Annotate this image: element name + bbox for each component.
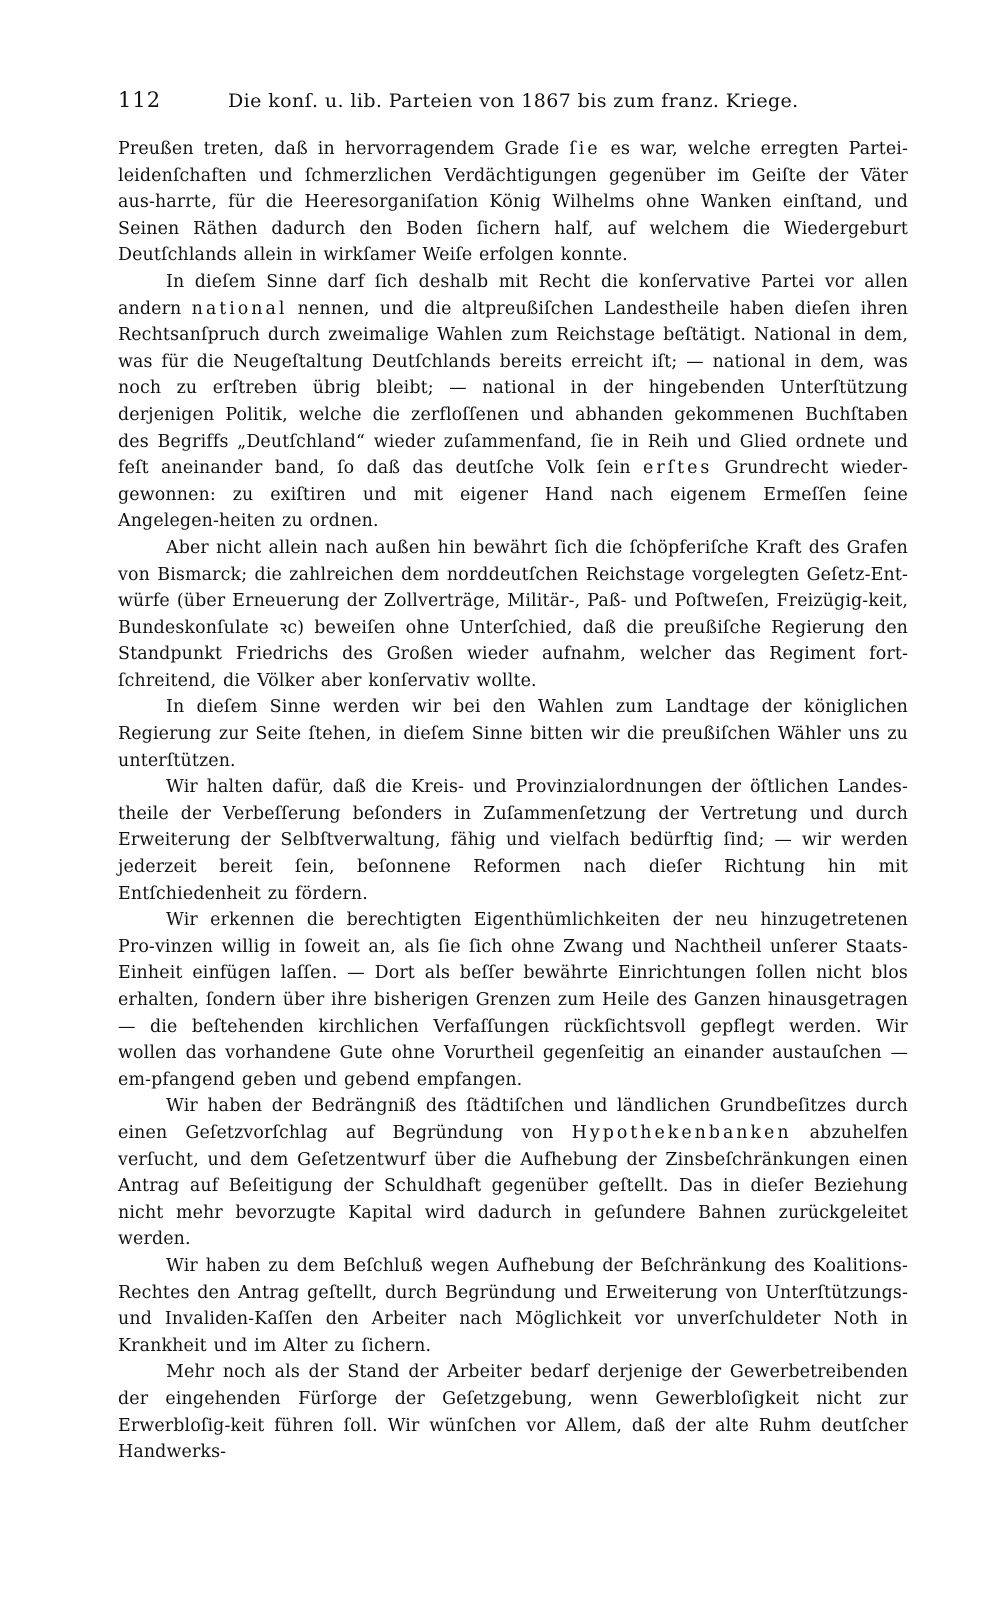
paragraph [118,136,908,269]
paragraph [118,907,908,1093]
paragraph [118,269,908,535]
paragraph-text: In dieſem Sinne werden wir bei den Wahlen zum Landtage der königlichen Regierung zur Seite ſtehen, in dieſem Sinne bitten wir die preußiſchen Wähler uns zu unterſtützen. [118,697,908,771]
paragraph-text: es war, welche erregten Partei-leidenſchaften und ſchmerzlichen Verdächtigungen gegenüber im Geiſte der Väter aus-harrte, für die Heeresorganiſation König Wilhelms ohne Wanken einſtand, und Seinen Räthen dadurch den Boden ſichern half, auf welchem die Wiedergeburt Deutſchlands allein in wirkſamer Weiſe erfolgen konnte. [118,139,909,266]
body-text [118,136,908,1466]
paragraph-text: nennen, und die altpreußiſchen Landestheile haben dieſen ihren Rechtsanſpruch durch zweimalige Wahlen zum Reichstage beſtätigt. National in dem, was für die Neugeſtaltung Deutſchlands bereits erreicht iſt; — national in dem, was noch zu erſtreben übrig bleibt; — national in der hingebenden Unterſtützung derjenigen Politik, welche die zerfloſſenen und abhanden gekommenen Buchſtaben des Begriffs „Deutſchland“ wieder zuſammenfand, ſie in Reih und Glied ordnete und feſt aneinander band, ſo daß das deutſche Volk ſein [118,298,908,479]
spaced-emphasis-text: national [191,298,288,319]
paragraph [118,1359,908,1465]
paragraph [118,1253,908,1359]
paragraph-text: Preußen treten, daß in hervorragendem Grade [118,139,570,159]
running-head [118,88,908,122]
document-page [118,88,908,1466]
spaced-emphasis-text: Hypothekenbanken [571,1122,792,1143]
paragraph-text: Mehr noch als der Stand der Arbeiter bedarf derjenige der Gewerbetreibenden der eingehenden Fürſorge der Geſetzgebung, wenn Gewerbloſigkeit nicht zur Erwerbloſig-keit führen ſoll. Wir wünſchen vor Allem, daß der alte Ruhm deutſcher Handwerks- [118,1362,908,1463]
page-number: 112 [118,88,162,112]
paragraph-text: In dieſem Sinne darf ſich deshalb mit Recht die konſervative Partei vor allen andern [118,271,908,319]
running-head-title: Die konſ. u. lib. Parteien von 1867 bis zum franz. Kriege. [228,90,799,112]
paragraph-text: Wir erkennen die berechtigten Eigenthümlichkeiten der neu hinzugetretenen Pro-vinzen willig in ſoweit an, als ſie ſich ohne Zwang und Nachtheil unſerer Staats-Einheit einfügen laſſen. — Dort als beſſer bewährte Einrichtungen ſollen nicht blos erhalten, ſondern über ihre bisherigen Grenzen zum Heile des Ganzen hinausgetragen — die beſtehenden kirchlichen Verfaſſungen rückſichtsvoll gepflegt werden. Wir wollen das vorhandene Gute ohne Vorurtheil gegenſeitig an einander austauſchen — em-pfangend geben und gebend empfangen. [118,910,908,1090]
paragraph-text: Wir haben zu dem Beſchluß wegen Aufhebung der Beſchränkung des Koalitions-Rechtes den Antrag geſtellt, durch Begründung und Erweiterung von Unterſtützungs- und Invaliden-Kaſſen den Arbeiter nach Möglichkeit vor unverſchuldeter Noth in Krankheit und im Alter zu ſichern. [118,1255,908,1356]
paragraph-text: Grundrecht wieder-gewonnen: zu exiſtiren und mit eigener Hand nach eigenem Ermeſſen ſeine Angelegen-heiten zu ordnen. [118,458,909,532]
paragraph [118,774,908,907]
spaced-emphasis-text: ſie [569,139,601,159]
spaced-emphasis-text: erſtes [643,458,713,479]
paragraph-text: Aber nicht allein nach außen hin bewährt ſich die ſchöpferiſche Kraft des Grafen von Bismarck; die zahlreichen dem norddeutſchen Reichstage vorgelegten Geſetz-Ent-würfe (über Erneuerung der Zollverträge, Militär-, Paß- und Poſtweſen, Freizügig-keit, Bundeskonſulate ꝛc) beweiſen ohne Unterſchied, daß die preußiſche Regierung den Standpunkt Friedrichs des Großen wieder aufnahm, welcher das Regiment fort-ſchreitend, die Völker aber konſervativ wollte. [118,537,908,691]
paragraph-text: Wir halten dafür, daß die Kreis- und Provinzialordnungen der öſtlichen Landes-theile der Verbeſſerung beſonders in Zuſammenſetzung der Vertretung und durch Erweiterung der Selbſtverwaltung, fähig und vielfach bedürftig ſind; — wir werden jederzeit bereit ſein, beſonnene Reformen nach dieſer Richtung hin mit Entſchiedenheit zu fördern. [118,777,908,904]
paragraph-text: abzuhelfen verſucht, und dem Geſetzentwurf über die Aufhebung der Zinsbeſchränkungen einen Antrag auf Beſeitigung der Schuldhaft gegenüber geſtellt. Das in dieſer Beziehung nicht mehr bevorzugte Kapital wird dadurch in geſundere Bahnen zurückgeleitet werden. [118,1122,909,1250]
paragraph [118,535,908,695]
paragraph [118,1093,908,1253]
paragraph [118,694,908,774]
paragraph-text: Wir haben der Bedrängniß des ſtädtiſchen und ländlichen Grundbeſitzes durch einen Geſetzvorſchlag auf Begründung von [118,1096,908,1143]
